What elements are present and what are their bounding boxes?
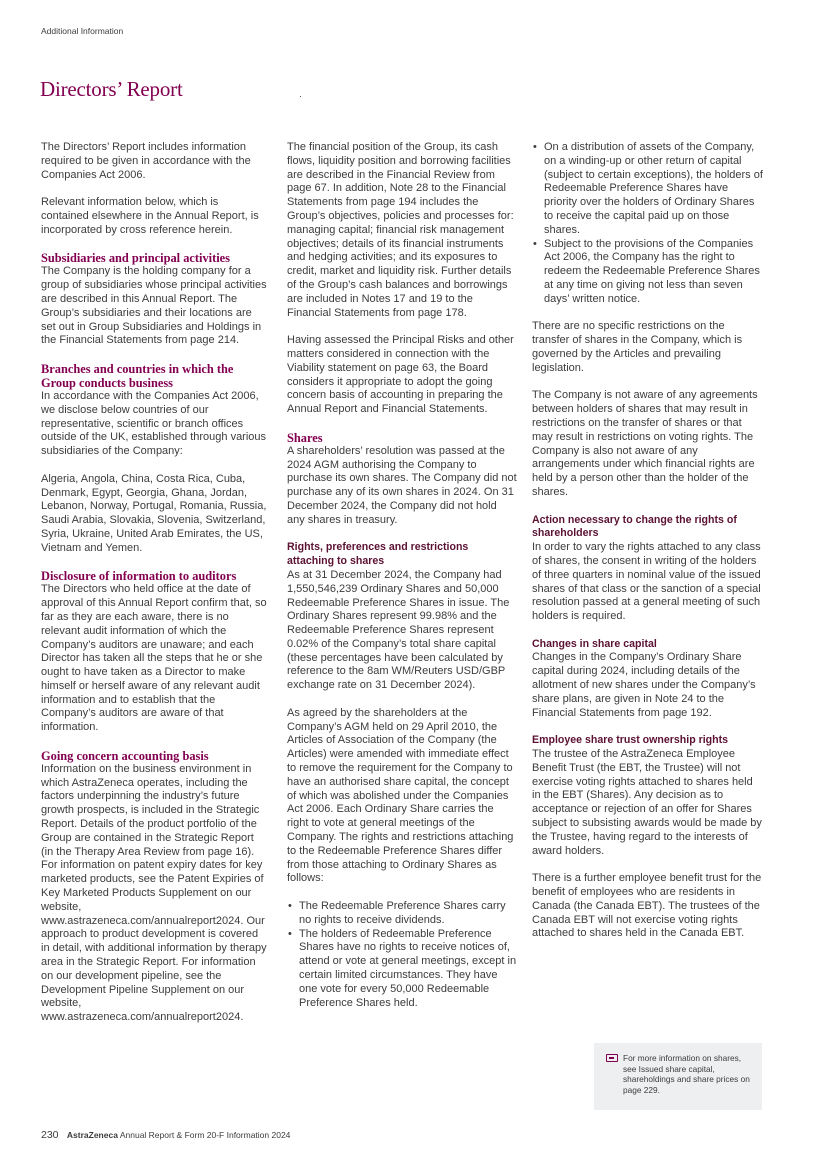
column-1 <box>41 141 267 1025</box>
disclosure-heading: Disclosure of information to auditors <box>41 569 237 584</box>
stray-dot <box>300 96 301 97</box>
going-concern-paragraph: Information on the business environment in which AstraZeneca operates, including the factors underpinning the industry’s future growth prospects, is included in the Strategic Report. Details of the product portfolio of the Group are contained in the Strategic Report (in the Therapy Area Review from page 16). For information on patent expiry dates for key marketed products, see the Patent Expiries of Key Marketed Products Supplement on our website, www.astrazeneca.com/annualreport2024. Our approach to product development is covered in detail, with additional information by therapy area in the Strategic Report. For information on our development pipeline, see the Development Pipeline Supplement on our website, www.astrazeneca.com/annualreport2024. <box>41 762 267 1024</box>
cross-reference-paragraph: Relevant information below, which is contained elsewhere in the Annual Report, is incorporated by cross reference herein. <box>41 196 259 236</box>
branches-paragraph: In accordance with the Companies Act 2006, we disclose below countries of our representative, scientific or branch offices outside of the UK, established through various subsidiaries of the Company: <box>41 389 267 458</box>
info-box-text: For more information on shares, see Issued share capital, shareholdings and share prices on page 229. <box>623 1053 750 1095</box>
page-number: 230 <box>41 1129 59 1141</box>
preference-shares-list <box>287 900 517 1010</box>
rights-paragraph: As at 31 December 2024, the Company had 1,550,546,239 Ordinary Shares and 50,000 Redeemable Preference Shares in issue. The Ordinary Shares represent 99.98% and the Redeemable Preference Shares represent 0.02% of the Company’s total share capital (these percentages have been calculated by reference to the 8am WM/Reuters USD/GBP exchange rate on 31 December 2024). <box>287 568 510 692</box>
action-paragraph: In order to vary the rights attached to any class of shares, the consent in writing of the holders of three quarters in nominal value of the issued shares of that class or the sanction of a special resolution passed at a general meeting of such holders is required. <box>532 541 761 623</box>
branches-heading: Branches and countries in which the Group conducts business <box>41 361 234 390</box>
action-heading: Action necessary to change the rights of shareholders <box>532 513 737 540</box>
trust-paragraph: The trustee of the AstraZeneca Employee Benefit Trust (the EBT, the Trustee) will not exercise voting rights attached to shares held in the EBT (Shares). Any decision as to acceptance or rejection of an offer for Shares subject to subsisting awards would be made by the Trustee, having regard to the interests of award holders. <box>532 748 762 857</box>
agm-paragraph: As agreed by the shareholders at the Company’s AGM held on 29 April 2010, the Articles of Association of the Company (the Articles) were amended with immediate effect to remove the requirement for the Company to have an authorised share capital, the concept of which was abolished under the Companies Act 2006. Each Ordinary Share carries the right to vote at general meetings of the Company. The rights and restrictions attaching to the Redeemable Preference Shares differ from those attaching to Ordinary Shares as follows: <box>287 706 514 885</box>
trust-heading: Employee share trust ownership rights <box>532 734 729 747</box>
intro-paragraph: The Directors’ Report includes information required to be given in accordance with the Companies Act 2006. <box>41 141 251 181</box>
changes-heading: Changes in share capital <box>532 637 657 650</box>
column-2 <box>287 141 517 1024</box>
list-item: • On a distribution of assets of the Company, on a winding-up or other return of capital (subject to certain exceptions), the holders of Redeemable Preference Shares have priority over the holders of Ordinary Shares to receive the capital paid up on those shares. <box>532 141 764 238</box>
changes-paragraph: Changes in the Company’s Ordinary Share capital during 2024, including details of the allotment of new shares under the Company’s share plans, are given in Note 24 to the Financial Statements from page 192. <box>532 651 756 719</box>
shares-paragraph: A shareholders’ resolution was passed at the 2024 AGM authorising the Company to purchase its own shares. The Company did not purchase any of its own shares in 2024. On 31 December 2024, the Company did not hold any shares in treasury. <box>287 444 517 526</box>
info-box <box>594 1043 762 1110</box>
section-label: Additional Information <box>41 26 124 36</box>
subsidiaries-heading: Subsidiaries and principal activities <box>41 251 230 266</box>
page-title: Directors’ Report <box>40 77 183 101</box>
brand-name: AstraZeneca <box>66 1130 118 1140</box>
canada-ebt-paragraph: There is a further employee benefit trust for the benefit of employees who are residents in Canada (the Canada EBT). The trustees of the Canada EBT will not exercise voting rights attached to shares held in the Canada EBT. <box>532 872 762 940</box>
footer <box>41 1129 290 1141</box>
transfer-restrictions-paragraph: There are no specific restrictions on the transfer of shares in the Company, which is governed by the Articles and prevailing legislation. <box>532 320 743 374</box>
column-3 <box>532 141 764 941</box>
rights-heading: Rights, preferences and restrictions attaching to shares <box>287 541 469 568</box>
shares-heading: Shares <box>287 430 323 445</box>
subsidiaries-paragraph: The Company is the holding company for a group of subsidiaries whose principal activities are described in this Annual Report. The Group’s subsidiaries and their locations are set out in Group Subsidiaries and Holdings in the Financial Statements from page 214. <box>41 265 267 347</box>
report-name: Annual Report & Form 20-F Information 2024 <box>119 1130 291 1140</box>
going-concern-conclusion: Having assessed the Principal Risks and other matters considered in connection with the Viability statement on page 63, the Board considers it appropriate to adopt the going concern basis of accounting in preparing the Annual Report and Financial Statements. <box>287 334 514 416</box>
disclosure-paragraph: The Directors who held office at the date of approval of this Annual Report confirm that, so far as they are each aware, there is no relevant audit information of which the Company’s auditors are unaware; and each Director has taken all the steps that he or she ought to have taken as a Director to make himself or herself aware of any relevant audit information and to establish that the Company’s auditors are aware of that information. <box>41 583 267 734</box>
list-item: • Subject to the provisions of the Companies Act 2006, the Company has the right to redeem the Redeemable Preference Shares at any time on giving not less than seven days’ written notice. <box>532 238 764 307</box>
going-concern-heading: Going concern accounting basis <box>41 748 209 763</box>
financial-position-paragraph: The financial position of the Group, its cash flows, liquidity position and borrowing facilities are described in the Financial Review from page 67. In addition, Note 28 to the Financial Statements from page 194 includes the Group’s objectives, policies and processes for: managing capital; financial risk management objectives; details of its financial instruments and hedging activities; and its exposures to credit, market and liquidity risk. Further details of the Group’s cash balances and borrowings are included in Notes 17 and 19 to the Financial Statements from page 178. <box>287 141 514 319</box>
list-item: • The holders of Redeemable Preference Shares have no rights to receive notices of, attend or vote at general meetings, except in certain limited circumstances. They have one vote for every 50,000 Redeemable Preference Shares held. <box>287 928 517 1011</box>
list-item: • The Redeemable Preference Shares carry no rights to receive dividends. <box>287 900 517 928</box>
preference-rights-list <box>532 141 764 307</box>
document-icon <box>606 1054 618 1062</box>
agreements-paragraph: The Company is not aware of any agreements between holders of shares that may result in restrictions on the transfer of shares or that may result in restrictions on voting rights. The Company is also not aware of any arrangements under which financial rights are held by a person other than the holder of the shares. <box>532 389 758 498</box>
countries-paragraph: Algeria, Angola, China, Costa Rica, Cuba, Denmark, Egypt, Georgia, Ghana, Jordan, Lebanon, Norway, Portugal, Romania, Russia, Saudi Arabia, Slovakia, Slovenia, Switzerland, Syria, Ukraine, United Arab Emirates, the US, Vietnam and Yemen. <box>41 472 267 554</box>
